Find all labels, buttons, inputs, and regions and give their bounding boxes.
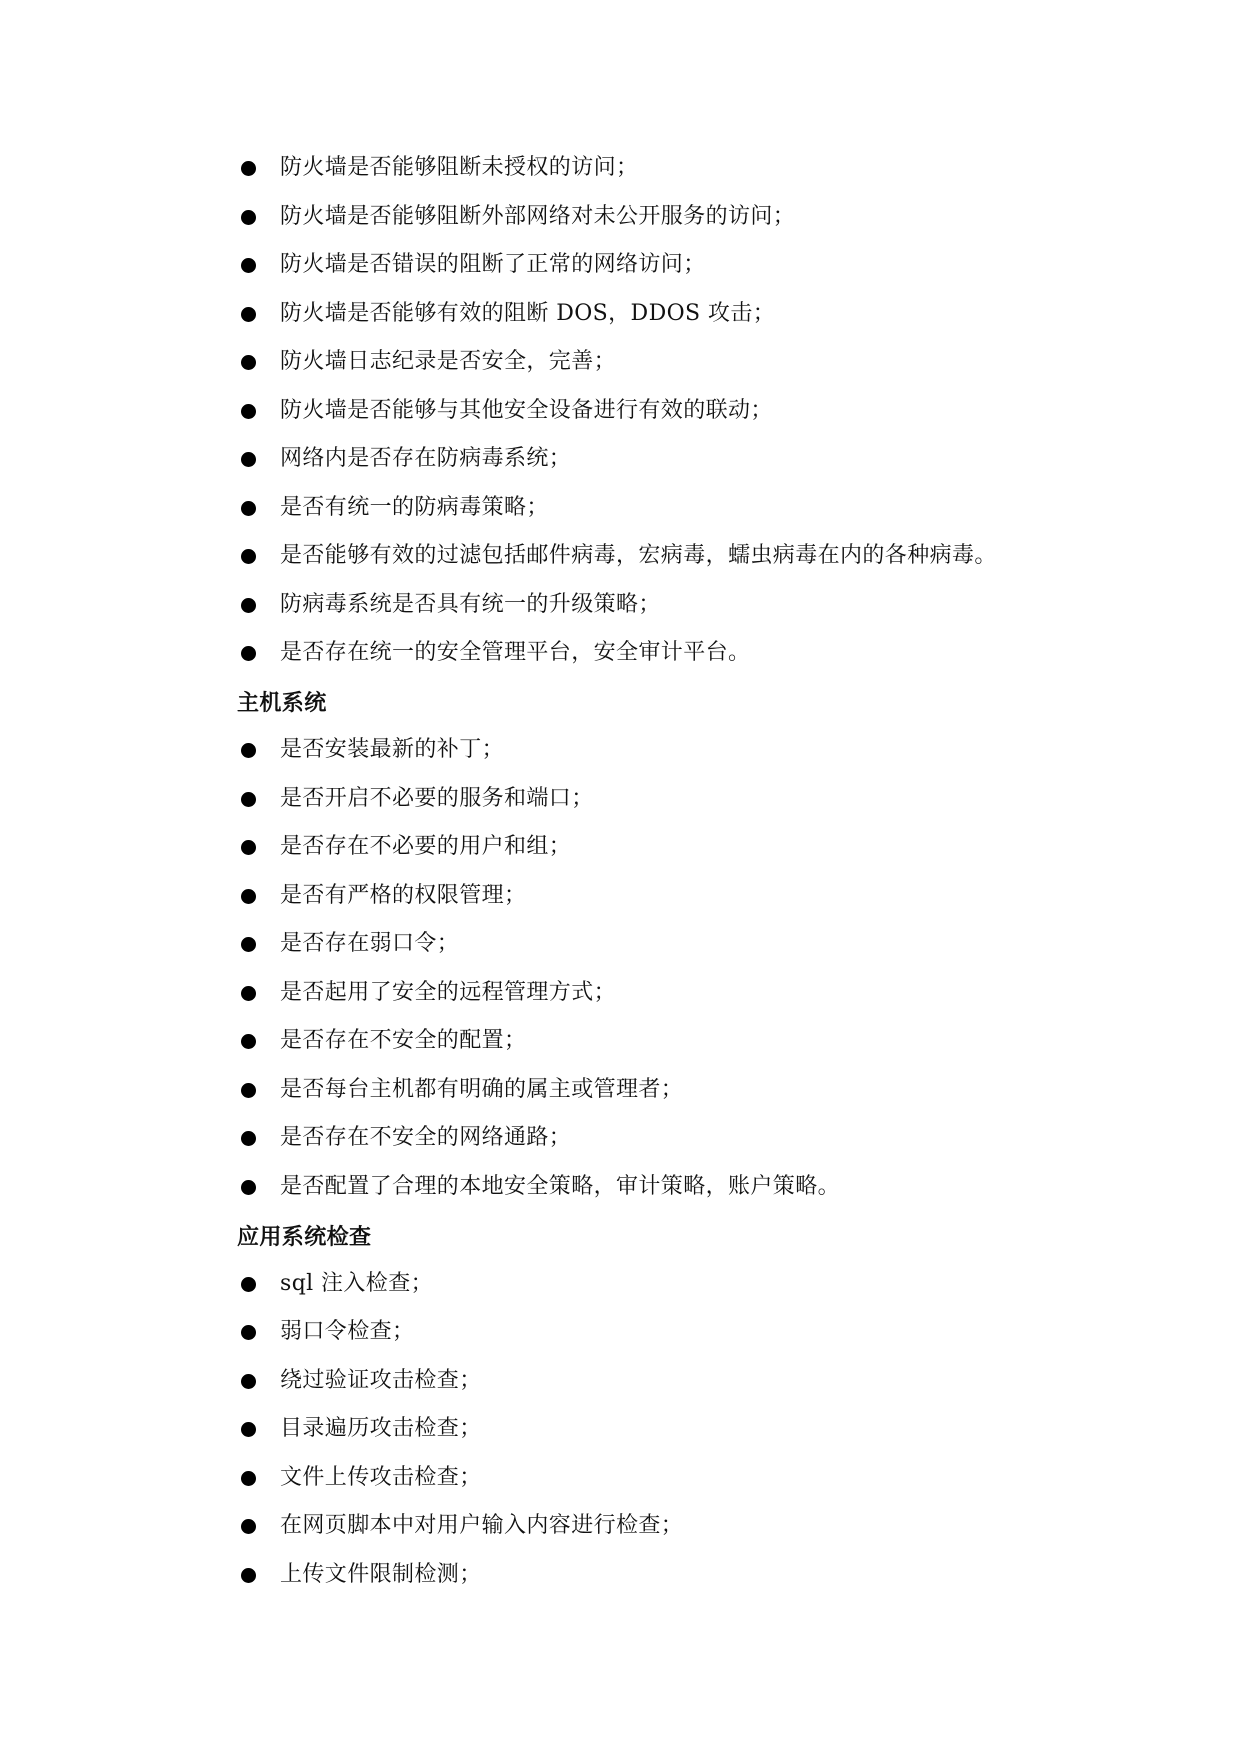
bullet-text: 绕过验证攻击检查； [280,1367,482,1393]
bullet-dot-icon [241,549,256,564]
bullet-text: 是否有严格的权限管理； [280,882,527,908]
bullet-item [237,1502,1117,1551]
bullet-item [237,1017,1117,1066]
bullet-text: 防火墙日志纪录是否安全，完善； [280,349,617,375]
bullet-dot-icon [241,1180,256,1195]
bullet-item [237,1114,1117,1163]
bullet-item [237,193,1117,242]
bullet-text: 目录遍历攻击检查； [280,1416,482,1442]
bullet-dot-icon [241,598,256,613]
bullet-dot-icon [241,355,256,370]
bullet-item [237,872,1117,921]
bullet-dot-icon [241,937,256,952]
bullet-text: 防火墙是否错误的阻断了正常的网络访问； [280,252,706,278]
bullet-text: 网络内是否存在防病毒系统； [280,446,572,472]
bullet-dot-icon [241,501,256,516]
bullet-text: 是否配置了合理的本地安全策略，审计策略，账户策略。 [280,1173,841,1199]
bullet-text: 是否开启不必要的服务和端口； [280,785,594,811]
bullet-dot-icon [241,258,256,273]
bullet-item [237,387,1117,436]
bullet-item [237,435,1117,484]
bullet-item [237,290,1117,339]
bullet-dot-icon [241,889,256,904]
bullet-dot-icon [241,1471,256,1486]
bullet-item [237,775,1117,824]
bullet-dot-icon [241,986,256,1001]
bullet-text: 是否能够有效的过滤包括邮件病毒，宏病毒，蠕虫病毒在内的各种病毒。 [280,543,997,569]
bullet-item [237,1405,1117,1454]
bullet-item [237,1066,1117,1115]
bullet-item [237,920,1117,969]
bullet-dot-icon [241,210,256,225]
bullet-dot-icon [241,1374,256,1389]
bullet-text: 防火墙是否能够阻断未授权的访问； [280,155,639,181]
bullet-item [237,1308,1117,1357]
bullet-text: 是否起用了安全的远程管理方式； [280,979,617,1005]
bullet-text: 是否有统一的防病毒策略； [280,494,549,520]
bullet-item [237,969,1117,1018]
bullet-text: sql 注入检查； [280,1270,434,1296]
bullet-text: 是否存在不安全的配置； [280,1028,527,1054]
bullet-text: 防火墙是否能够阻断外部网络对未公开服务的访问； [280,203,796,229]
bullet-dot-icon [241,1519,256,1534]
bullet-text: 防火墙是否能够与其他安全设备进行有效的联动； [280,397,773,423]
bullet-dot-icon [241,1325,256,1340]
bullet-item [237,1551,1117,1600]
bullet-dot-icon [241,646,256,661]
bullet-dot-icon [241,404,256,419]
section-heading-app-system-check: 应用系统检查 [237,1224,372,1250]
bullet-item [237,1163,1117,1212]
bullet-text: 是否存在不必要的用户和组； [280,834,572,860]
bullet-item [237,629,1117,678]
bullet-dot-icon [241,1277,256,1292]
bullet-dot-icon [241,792,256,807]
bullet-item [237,144,1117,193]
bullet-item [237,1357,1117,1406]
bullet-text: 弱口令检查； [280,1319,415,1345]
bullet-item [237,1454,1117,1503]
bullet-text: 防火墙是否能够有效的阻断 DOS，DDOS 攻击； [280,300,776,326]
bullet-item [237,726,1117,775]
bullet-item [237,241,1117,290]
bullet-text: 是否存在弱口令； [280,931,460,957]
bullet-text: 上传文件限制检测； [280,1561,482,1587]
bullet-text: 防病毒系统是否具有统一的升级策略； [280,591,661,617]
bullet-text: 文件上传攻击检查； [280,1464,482,1490]
bullet-item [237,532,1117,581]
bullet-text: 是否每台主机都有明确的属主或管理者； [280,1076,684,1102]
bullet-text: 是否安装最新的补丁； [280,737,505,763]
bullet-item [237,581,1117,630]
bullet-dot-icon [241,1422,256,1437]
bullet-dot-icon [241,840,256,855]
bullet-item [237,1260,1117,1309]
bullet-item [237,823,1117,872]
bullet-dot-icon [241,1131,256,1146]
bullet-item [237,338,1117,387]
document-body [237,144,1117,1599]
bullet-dot-icon [241,161,256,176]
bullet-dot-icon [241,1083,256,1098]
bullet-dot-icon [241,452,256,467]
bullet-text: 是否存在不安全的网络通路； [280,1125,572,1151]
bullet-item [237,484,1117,533]
bullet-text: 在网页脚本中对用户输入内容进行检查； [280,1513,684,1539]
bullet-text: 是否存在统一的安全管理平台，安全审计平台。 [280,640,751,666]
bullet-dot-icon [241,743,256,758]
section-heading-host-system: 主机系统 [237,691,327,717]
bullet-dot-icon [241,1568,256,1583]
bullet-dot-icon [241,1034,256,1049]
bullet-dot-icon [241,307,256,322]
